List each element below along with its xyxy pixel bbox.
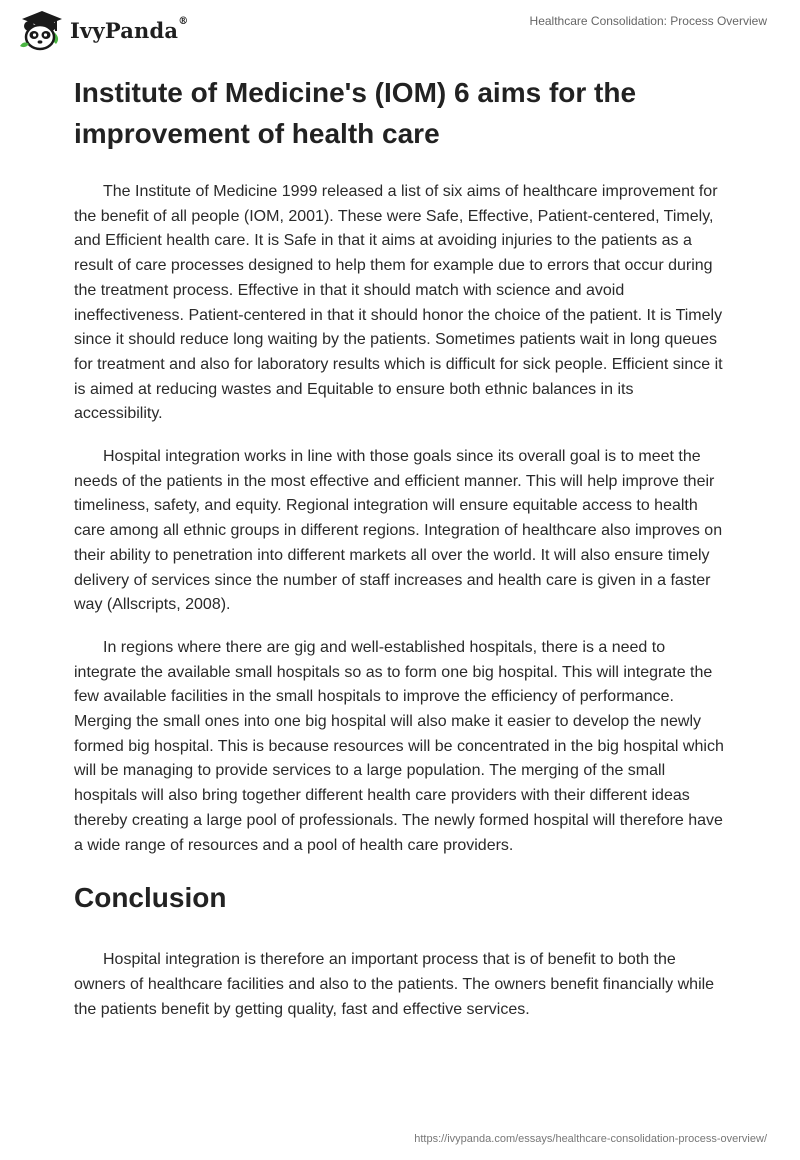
document-title: Healthcare Consolidation: Process Overview <box>529 14 767 28</box>
article-heading: Institute of Medicine's (IOM) 6 aims for the improvement of health care <box>74 77 637 149</box>
footer-source-url[interactable]: https://ivypanda.com/essays/healthcare-consolidation-process-overview/ <box>414 1133 767 1145</box>
page-header <box>0 0 800 60</box>
paragraph-iom-aims: The Institute of Medicine 1999 released a list of six aims of healthcare improvement for the benefit of all people (IOM, 2001). These were Safe, Effective, Patient-centered, Timely, and Efficient health care. It is Safe in that it aims at avoiding injuries to the patients as a result of care processes designed to help them for example due to errors that occur during the treatment process. Effective in that it should match with science and avoid ineffectiveness. Patient-centered in that it should honor the choice of the patient. It is Timely since it should reduce long waiting by the patients. Sometimes patients wait in long queues for treatment and also for laboratory results which is difficult for sick people. Efficient since it is aimed at reducing wastes and Equitable to ensure both ethnic balances in its accessibility. <box>74 183 723 423</box>
paragraph-hospital-integration: Hospital integration works in line with those goals since its overall goal is to meet the needs of the patients in the most effective and efficient manner. This will help improve their timeliness, safety, and equity. Regional integration will ensure equitable access to health care among all ethnic groups in different regions. Integration of healthcare also improves on their ability to penetration into different markets all over the world. It will also ensure timely delivery of services since the number of staff increases and health care is given in a faster way (Allscripts, 2008). <box>74 448 723 614</box>
conclusion-heading: Conclusion <box>74 882 227 914</box>
conclusion-paragraph: Hospital integration is therefore an important process that is of benefit to both the owners of healthcare facilities and also to the patients. The owners benefit financially while the patients benefit by getting quality, fast and effective services. <box>74 951 715 1018</box>
paragraph-regional-merging: In regions where there are gig and well-established hospitals, there is a need to integrate the available small hospitals so as to form one big hospital. This will integrate the few available facilities in the small hospitals to improve the efficiency of performance. Merging the small ones into one big hospital will also make it easier to develop the newly formed big hospital. This is because resources will be concentrated in the big hospital which will be managing to provide services to a large population. The merging of the small hospitals will also bring together different health care providers with their different ideas thereby creating a large pool of professionals. The newly formed hospital will therefore have a wide range of resources and a pool of health care providers. <box>74 638 724 854</box>
logo-wordmark: IvyPanda® <box>70 15 189 43</box>
ivypanda-logo[interactable] <box>14 8 188 52</box>
article-body <box>74 72 726 1022</box>
panda-graduate-icon <box>14 8 66 52</box>
